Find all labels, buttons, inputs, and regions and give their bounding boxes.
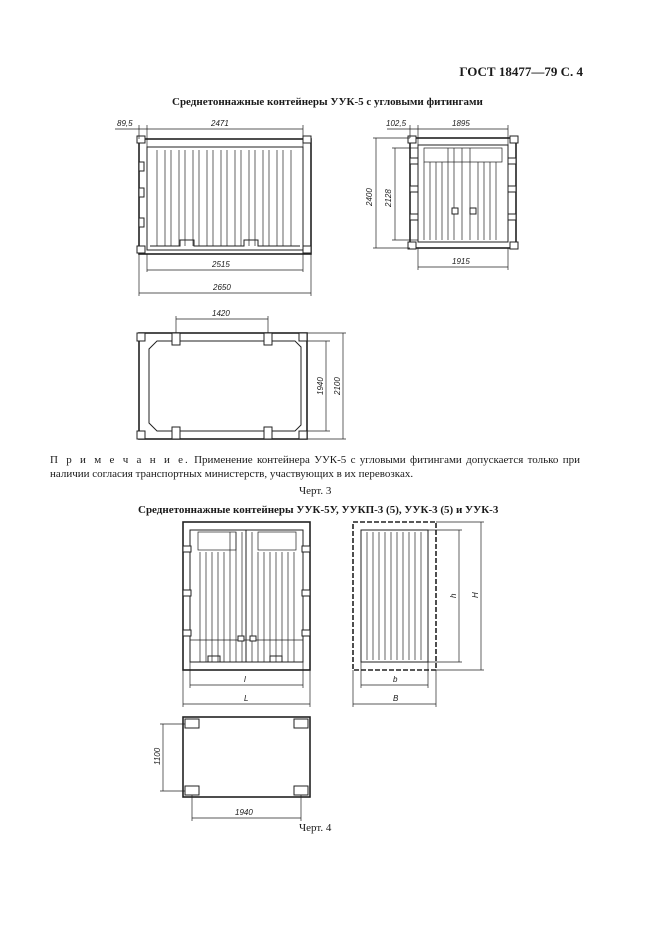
dim-89-5: 89,5 <box>117 119 133 128</box>
dim-1100: 1100 <box>153 747 162 765</box>
dim-l: l <box>244 675 246 684</box>
dim-H: H <box>471 592 480 598</box>
container-plan-view-2 <box>153 717 310 821</box>
dim-L: L <box>244 694 249 703</box>
dim-2650: 2650 <box>213 283 231 292</box>
dim-1895: 1895 <box>452 119 470 128</box>
container-plan-view <box>137 309 346 439</box>
dim-2100: 2100 <box>333 377 342 395</box>
note-text: Применение контейнера УУК-5 с угловыми фитингами допускается только при наличии согласия транспортных министерств, участвующих в их перевозках. <box>50 454 581 480</box>
dim-2400: 2400 <box>365 188 374 206</box>
container-side-view <box>115 119 311 296</box>
note-lead: П р и м е ч а н и е. <box>50 454 190 466</box>
figure-3-caption: Среднетоннажные контейнеры УУК-5 с угловыми фитингами <box>172 96 483 108</box>
dim-1915: 1915 <box>452 257 470 266</box>
dim-1940-plan: 1940 <box>316 377 325 395</box>
container-side-view-2 <box>353 522 484 707</box>
note-paragraph <box>50 453 580 481</box>
container-front-view <box>183 522 310 707</box>
dim-h: h <box>449 593 458 598</box>
dim-1420: 1420 <box>212 309 230 318</box>
figure-3-label: Черт. 3 <box>299 485 332 497</box>
page-header: ГОСТ 18477—79 С. 4 <box>459 64 583 79</box>
dim-2515: 2515 <box>212 260 230 269</box>
dim-2128: 2128 <box>384 189 393 207</box>
dim-b: b <box>393 675 398 684</box>
container-end-view <box>365 119 518 270</box>
dim-102-5: 102,5 <box>386 119 407 128</box>
figure-4-caption: Среднетоннажные контейнеры УУК-5У, УУКП-3 (5), УУК-3 (5) и УУК-3 <box>138 504 499 516</box>
figure-4-label: Черт. 4 <box>299 822 332 834</box>
dim-1940-plan-2: 1940 <box>235 808 253 817</box>
dim-B: B <box>393 694 399 703</box>
dim-2471: 2471 <box>211 119 229 128</box>
